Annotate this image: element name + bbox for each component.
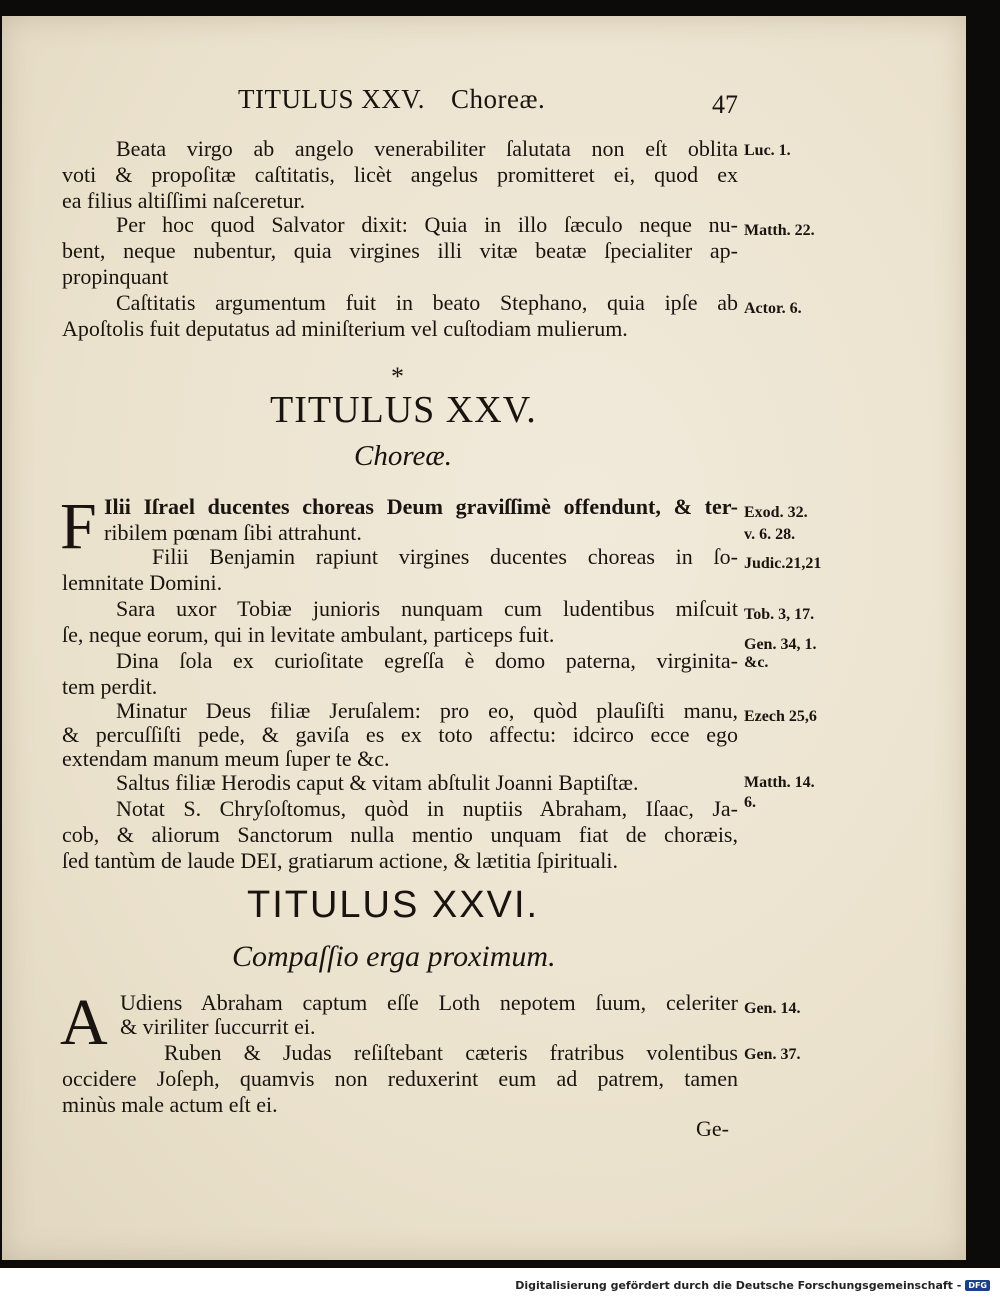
- margin-reference: Luc. 1.: [744, 142, 791, 159]
- text-line: Caſtitatis argumentum fuit in beato Stephano, quia ipſe ab: [116, 290, 738, 315]
- catchword: Ge-: [696, 1116, 729, 1141]
- text-line: ſe, neque eorum, qui in levitate ambulant, particeps fuit.: [62, 622, 555, 647]
- text-line: & percuſſiſti pede, & gaviſa es ex toto affectu: idcirco ecce ego: [62, 722, 738, 747]
- text-line: occidere Joſeph, quamvis non reduxerint eum ad patrem, tamen: [62, 1066, 738, 1091]
- text-line: Notat S. Chryſoſtomus, quòd in nuptiis Abraham, Iſaac, Ja-: [116, 796, 738, 821]
- section-title: TITULUS XXVI.: [247, 884, 540, 926]
- text-line: ea filius altiſſimi naſceretur.: [62, 188, 306, 213]
- text-line: bent, neque nubentur, quia virgines illi vitæ beatæ ſpecialiter ap-: [62, 238, 738, 263]
- margin-reference: Matth. 14.: [744, 774, 815, 791]
- section-subtitle: Choreæ.: [354, 440, 453, 472]
- margin-reference: &c.: [744, 654, 769, 671]
- margin-reference: Actor. 6.: [744, 300, 802, 317]
- text-line: minùs male actum eſt ei.: [62, 1092, 278, 1117]
- margin-reference: Gen. 37.: [744, 1046, 801, 1063]
- text-line: Beata virgo ab angelo venerabiliter ſalutata non eſt oblita: [116, 136, 738, 161]
- text-line: Sara uxor Tobiæ junioris nunquam cum ludentibus miſcuit: [116, 596, 738, 621]
- text-line: ribilem pœnam ſibi attrahunt.: [104, 520, 362, 545]
- drop-cap: F: [60, 490, 97, 563]
- footer-text: Digitalisierung gefördert durch die Deutsche Forschungsgemeinschaft -: [515, 1279, 962, 1292]
- running-head-title: TITULUS XXV.: [238, 84, 425, 114]
- section-title: TITULUS XXV.: [270, 389, 537, 431]
- text-line: voti & propoſitæ caſtitatis, licèt angelus promitteret ei, quod ex: [62, 162, 738, 187]
- section-subtitle: Compaſſio erga proximum.: [232, 940, 556, 973]
- text-line: Udiens Abraham captum eſſe Loth nepotem ſuum, celeriter: [120, 990, 738, 1015]
- text-line: propinquant: [62, 264, 169, 289]
- margin-reference: Gen. 14.: [744, 1000, 801, 1017]
- running-head-subtitle: Choreæ.: [451, 84, 546, 114]
- text-line: lemnitate Domini.: [62, 570, 223, 595]
- text-line: tem perdit.: [62, 674, 158, 699]
- text-line: Apoſtolis fuit deputatus ad miniſterium vel cuſtodiam mulierum.: [62, 316, 628, 341]
- text-line: extendam manum meum ſuper te &c.: [62, 746, 390, 771]
- margin-reference: 6.: [744, 794, 756, 811]
- running-head: [238, 84, 545, 115]
- digitization-footer: [515, 1279, 990, 1292]
- margin-reference: Exod. 32.: [744, 504, 808, 521]
- margin-reference: Judic.21,21: [744, 555, 822, 572]
- text-line: cob, & aliorum Sanctorum nulla mentio unquam fiat de choræis,: [62, 822, 738, 847]
- text-line: ſed tantùm de laude DEI, gratiarum actione, & lætitia ſpirituali.: [62, 848, 618, 873]
- text-line: Ruben & Judas reſiſtebant cæteris fratribus volentibus: [164, 1040, 738, 1065]
- text-line: & viriliter ſuccurrit ei.: [120, 1014, 316, 1039]
- margin-reference: Gen. 34, 1.: [744, 636, 817, 653]
- text-line: Per hoc quod Salvator dixit: Quia in illo ſæculo neque nu-: [116, 212, 738, 237]
- margin-reference: v. 6. 28.: [744, 526, 796, 543]
- section-asterisk: *: [391, 362, 404, 391]
- margin-reference: Tob. 3, 17.: [744, 606, 815, 623]
- text-line: Saltus filiæ Herodis caput & vitam abſtulit Joanni Baptiſtæ.: [116, 770, 639, 795]
- dfg-logo-icon: DFG: [965, 1280, 990, 1291]
- text-line: Dina ſola ex curioſitate egreſſa è domo paterna, virginita-: [116, 648, 738, 673]
- text-line: Filii Benjamin rapiunt virgines ducentes choreas in ſo-: [152, 544, 738, 569]
- margin-reference: Matth. 22.: [744, 222, 815, 239]
- margin-reference: Ezech 25,6: [744, 708, 817, 725]
- page-number: 47: [712, 90, 738, 119]
- text-line: Minatur Deus filiæ Jeruſalem: pro eo, quòd plauſiſti manu,: [116, 698, 738, 723]
- text-line: Ilii Iſrael ducentes choreas Deum graviſſimè offendunt, & ter-: [104, 494, 738, 519]
- drop-cap: A: [60, 986, 108, 1059]
